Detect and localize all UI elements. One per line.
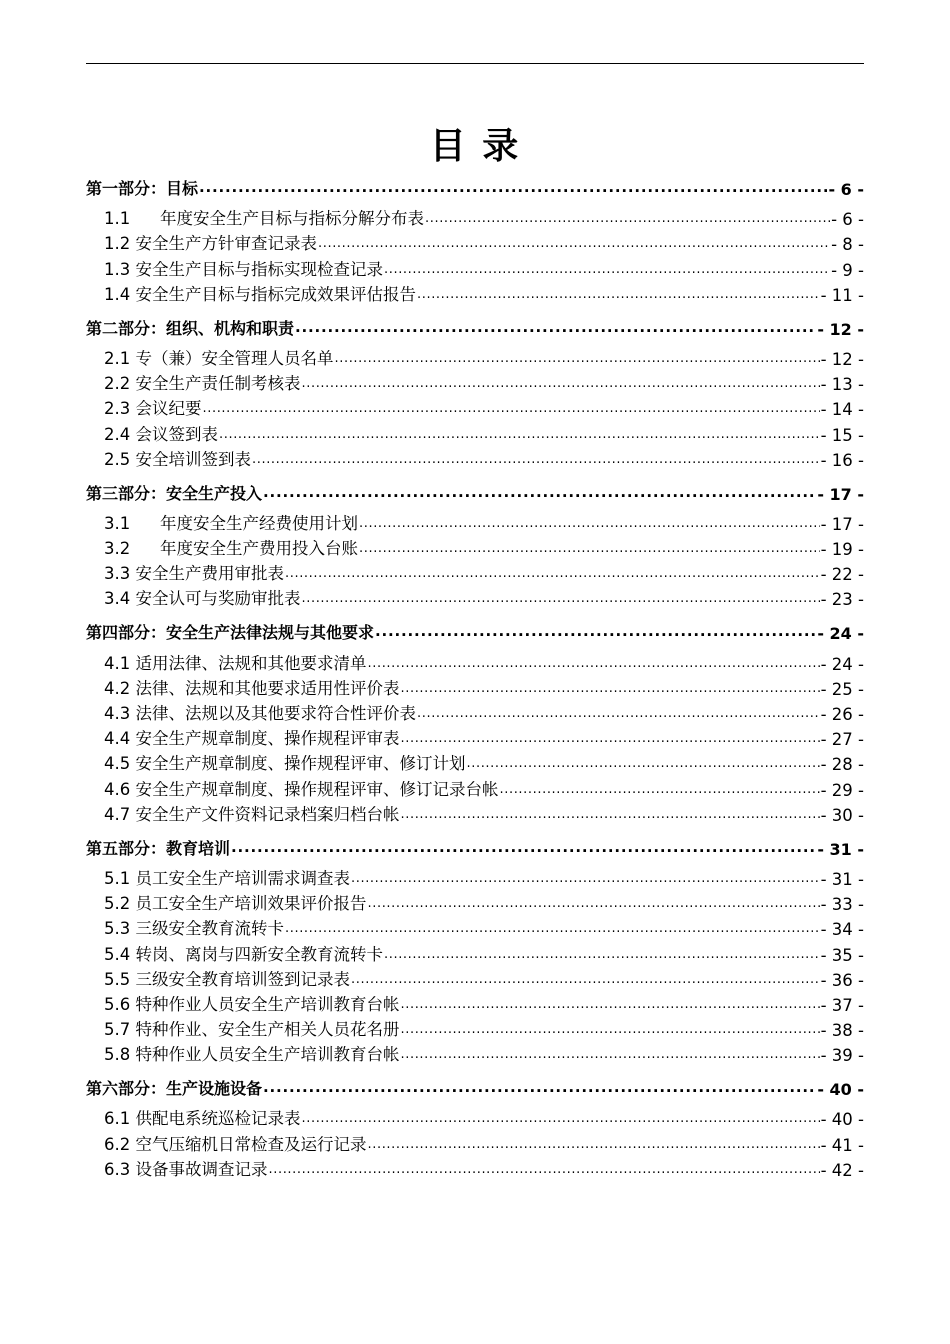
- dot-leader: [368, 657, 820, 670]
- toc-entry[interactable]: [104, 889, 864, 914]
- dot-leader: [295, 320, 816, 335]
- entry-label: [104, 675, 400, 699]
- toc-section: [86, 476, 864, 610]
- entry-page-number: - 42 -: [820, 1160, 864, 1180]
- entry-number: 1.3: [104, 259, 131, 279]
- dot-leader: [401, 808, 820, 821]
- toc-entry[interactable]: [104, 280, 864, 305]
- section-page-number: - 24 -: [817, 624, 864, 644]
- dot-leader: [401, 682, 820, 695]
- entry-title: 会议纪要: [135, 399, 202, 419]
- entry-label: [104, 585, 301, 609]
- toc-entry[interactable]: [104, 749, 864, 774]
- entry-number: 5.8: [104, 1045, 131, 1065]
- dot-leader: [285, 922, 820, 935]
- entry-title: 安全生产责任制考核表: [135, 374, 301, 394]
- dot-leader: [285, 567, 820, 580]
- entry-title: 专（兼）安全管理人员名单: [135, 348, 334, 368]
- entry-label: [104, 230, 317, 254]
- entry-number: 1.2: [104, 234, 131, 254]
- dot-leader: [401, 732, 820, 745]
- dot-leader: [263, 1080, 816, 1095]
- entry-number: 6.3: [104, 1159, 131, 1179]
- toc-item-list: [86, 648, 864, 824]
- entry-number: 5.1: [104, 868, 131, 888]
- entry-title: 安全认可与奖励审批表: [135, 589, 301, 609]
- toc-entry[interactable]: [104, 724, 864, 749]
- entry-title: 安全生产文件资料记录档案归档台帐: [135, 804, 400, 824]
- entry-label: [104, 890, 367, 914]
- entry-page-number: - 24 -: [820, 654, 864, 674]
- dot-leader: [401, 1023, 820, 1036]
- toc-entry[interactable]: [104, 965, 864, 990]
- toc-item-list: [86, 864, 864, 1066]
- entry-page-number: - 6 -: [831, 210, 864, 230]
- entry-page-number: - 16 -: [820, 450, 864, 470]
- entry-number: 4.2: [104, 678, 131, 698]
- toc-entry[interactable]: [104, 800, 864, 825]
- entry-title: 设备事故调查记录: [135, 1159, 268, 1179]
- entry-page-number: - 41 -: [820, 1135, 864, 1155]
- section-label: 第三部分：安全生产投入: [86, 483, 263, 503]
- header-rule: [86, 63, 864, 64]
- entry-label: [104, 650, 367, 674]
- dot-leader: [219, 428, 820, 441]
- toc-entry[interactable]: [104, 229, 864, 254]
- entry-page-number: - 11 -: [820, 285, 864, 305]
- toc-section-heading[interactable]: [86, 831, 864, 859]
- entry-label: [104, 865, 350, 889]
- entry-label: [104, 1041, 400, 1065]
- toc-entry[interactable]: [104, 1129, 864, 1154]
- toc-entry[interactable]: [104, 1015, 864, 1040]
- entry-label: [104, 776, 499, 800]
- section-label: 第一部分：目标: [86, 179, 199, 198]
- dot-leader: [263, 485, 816, 500]
- entry-number: 2.4: [104, 424, 131, 444]
- dot-leader: [351, 973, 820, 986]
- entry-number: 2.5: [104, 449, 131, 469]
- entry-title: 特种作业人员安全生产培训教育台帐: [135, 1045, 400, 1065]
- section-label: 第五部分：教育培训: [86, 838, 231, 858]
- entry-label: [104, 1156, 268, 1180]
- toc-section-heading[interactable]: [86, 311, 864, 339]
- entry-page-number: - 26 -: [820, 705, 864, 724]
- entry-page-number: - 8 -: [831, 235, 864, 255]
- entry-number: 1.1: [104, 209, 131, 229]
- entry-title: 安全生产目标与指标完成效果评估报告: [135, 284, 416, 304]
- entry-title: 转岗、离岗与四新安全教育流转卡: [135, 944, 383, 964]
- entry-title: 三级安全教育流转卡: [135, 919, 284, 939]
- dot-leader: [500, 783, 820, 796]
- toc-entry[interactable]: [104, 1104, 864, 1129]
- entry-number: 2.3: [104, 399, 131, 419]
- entry-title: 会议签到表: [135, 424, 218, 444]
- entry-page-number: - 29 -: [820, 780, 864, 800]
- dot-leader: [318, 237, 830, 250]
- dot-leader: [302, 1112, 820, 1125]
- toc-entry[interactable]: [104, 534, 864, 559]
- entry-number: 2.1: [104, 348, 131, 368]
- toc-entry[interactable]: [104, 584, 864, 609]
- section-page-number: - 40 -: [817, 1080, 864, 1100]
- entry-title: 三级安全教育培训签到记录表: [135, 969, 350, 989]
- toc-entry[interactable]: [104, 648, 864, 673]
- entry-label: [104, 205, 424, 229]
- entry-page-number: - 39 -: [820, 1046, 864, 1066]
- toc-entry[interactable]: [104, 914, 864, 939]
- toc-section-heading[interactable]: [86, 476, 864, 504]
- dot-leader: [384, 263, 830, 276]
- entry-page-number: - 25 -: [820, 679, 864, 699]
- entry-number: 4.3: [104, 704, 131, 723]
- toc-section: [86, 831, 864, 1066]
- section-page-number: - 6 -: [828, 180, 864, 199]
- toc-section: [86, 311, 864, 470]
- entry-page-number: - 27 -: [820, 730, 864, 750]
- toc-entry[interactable]: [104, 559, 864, 584]
- entry-title: 安全生产目标与指标实现检查记录: [135, 259, 383, 279]
- dot-leader: [425, 212, 830, 225]
- section-page-number: - 12 -: [817, 319, 864, 339]
- dot-leader: [467, 757, 820, 770]
- entry-page-number: - 22 -: [820, 565, 864, 585]
- dot-leader: [302, 592, 820, 605]
- entry-page-number: - 9 -: [831, 260, 864, 280]
- section-label: 第六部分：生产设施设备: [86, 1079, 263, 1099]
- dot-leader: [384, 948, 820, 961]
- entry-number: 4.5: [104, 754, 131, 774]
- entry-number: 5.3: [104, 919, 131, 939]
- dot-leader: [401, 998, 820, 1011]
- section-page-number: - 17 -: [817, 484, 864, 504]
- toc-section: [86, 1071, 864, 1180]
- dot-leader: [401, 1048, 820, 1061]
- toc-section-heading[interactable]: [86, 615, 864, 643]
- entry-page-number: - 28 -: [820, 755, 864, 775]
- entry-number: 3.2: [104, 539, 131, 559]
- entry-number: 5.4: [104, 944, 131, 964]
- entry-number: 5.5: [104, 969, 131, 989]
- toc-entry[interactable]: [104, 699, 864, 724]
- entry-title: 法律、法规以及其他要求符合性评价表: [135, 704, 416, 723]
- toc-section-heading[interactable]: [86, 1071, 864, 1099]
- entry-page-number: - 40 -: [820, 1110, 864, 1130]
- entry-page-number: - 36 -: [820, 970, 864, 990]
- toc-entry[interactable]: [104, 344, 864, 369]
- entry-title: 员工安全生产培训效果评价报告: [135, 894, 367, 914]
- toc-entry[interactable]: [104, 204, 864, 229]
- entry-title: 安全生产规章制度、操作规程评审表: [135, 729, 400, 749]
- entry-number: 1.4: [104, 284, 131, 304]
- entry-number: 3.1: [104, 513, 131, 533]
- entry-number: 5.6: [104, 994, 131, 1014]
- entry-title: 法律、法规和其他要求适用性评价表: [135, 678, 400, 698]
- entry-page-number: - 38 -: [820, 1021, 864, 1041]
- entry-title: 空气压缩机日常检查及运行记录: [135, 1134, 367, 1154]
- entry-title: 安全生产费用审批表: [135, 564, 284, 584]
- entry-page-number: - 14 -: [820, 400, 864, 420]
- entry-title: 年度安全生产目标与指标分解分布表: [160, 209, 424, 229]
- toc-entry[interactable]: [104, 939, 864, 964]
- entry-title: 年度安全生产费用投入台账: [160, 539, 358, 559]
- entry-label: [104, 700, 416, 724]
- dot-leader: [269, 1163, 820, 1176]
- toc-entry[interactable]: [104, 394, 864, 419]
- page-title: 目 录: [429, 126, 521, 167]
- entry-label: [104, 750, 466, 774]
- entry-label: [104, 345, 334, 369]
- entry-page-number: - 19 -: [820, 540, 864, 560]
- toc-entry[interactable]: [104, 774, 864, 799]
- dot-leader: [359, 517, 820, 530]
- entry-page-number: - 30 -: [820, 805, 864, 825]
- toc-item-list: [86, 1104, 864, 1180]
- section-page-number: - 31 -: [817, 839, 864, 859]
- entry-label: [104, 941, 383, 965]
- entry-title: 年度安全生产经费使用计划: [160, 513, 358, 533]
- dot-leader: [203, 402, 820, 415]
- toc-entry[interactable]: [104, 674, 864, 699]
- entry-number: 2.2: [104, 374, 131, 394]
- entry-title: 适用法律、法规和其他要求清单: [135, 653, 367, 673]
- dot-leader: [252, 453, 820, 466]
- table-of-contents: [86, 171, 864, 1186]
- entry-label: [104, 1131, 367, 1155]
- entry-page-number: - 15 -: [820, 425, 864, 445]
- section-label: 第二部分：组织、机构和职责: [86, 318, 295, 338]
- entry-label: [104, 801, 400, 825]
- entry-label: [104, 560, 284, 584]
- entry-label: [104, 395, 202, 419]
- toc-entry[interactable]: [104, 369, 864, 394]
- entry-label: [104, 446, 251, 470]
- entry-label: [104, 370, 301, 394]
- toc-item-list: [86, 344, 864, 470]
- entry-label: [104, 281, 416, 305]
- entry-page-number: - 17 -: [820, 514, 864, 534]
- dot-leader: [417, 707, 820, 720]
- toc-entry[interactable]: [104, 445, 864, 470]
- entry-page-number: - 37 -: [820, 995, 864, 1015]
- entry-number: 3.4: [104, 589, 131, 609]
- toc-entry[interactable]: [104, 1040, 864, 1065]
- entry-title: 安全生产规章制度、操作规程评审、修订计划: [135, 754, 466, 774]
- entry-page-number: - 31 -: [820, 869, 864, 889]
- entry-title: 安全生产规章制度、操作规程评审、修订记录台帐: [135, 779, 499, 799]
- dot-leader: [302, 377, 820, 390]
- entry-label: [104, 510, 358, 534]
- entry-number: 3.3: [104, 564, 131, 584]
- entry-title: 安全培训签到表: [135, 449, 251, 469]
- toc-section: [86, 615, 864, 824]
- toc-section: [86, 171, 864, 305]
- toc-entry[interactable]: [104, 1155, 864, 1180]
- entry-number: 4.1: [104, 653, 131, 673]
- toc-item-list: [86, 204, 864, 305]
- entry-label: [104, 725, 400, 749]
- dot-leader: [368, 897, 820, 910]
- toc-entry[interactable]: [104, 419, 864, 444]
- entry-page-number: - 35 -: [820, 945, 864, 965]
- entry-label: [104, 421, 218, 445]
- dot-leader: [417, 288, 820, 301]
- entry-number: 6.2: [104, 1134, 131, 1154]
- entry-number: 4.6: [104, 779, 131, 799]
- entry-label: [104, 256, 383, 280]
- entry-label: [104, 1105, 301, 1129]
- entry-label: [104, 966, 350, 990]
- entry-number: 5.7: [104, 1020, 131, 1040]
- entry-label: [104, 535, 358, 559]
- entry-number: 6.1: [104, 1109, 131, 1129]
- entry-title: 特种作业人员安全生产培训教育台帐: [135, 994, 400, 1014]
- entry-number: 5.2: [104, 894, 131, 914]
- toc-entry[interactable]: [104, 990, 864, 1015]
- entry-page-number: - 34 -: [820, 920, 864, 940]
- section-label: 第四部分：安全生产法律法规与其他要求: [86, 623, 375, 643]
- entry-number: 4.4: [104, 729, 131, 749]
- dot-leader: [368, 1138, 820, 1151]
- dot-leader: [231, 840, 816, 855]
- entry-title: 供配电系统巡检记录表: [135, 1109, 301, 1129]
- entry-label: [104, 915, 284, 939]
- entry-title: 安全生产方针审查记录表: [135, 234, 317, 254]
- toc-entry[interactable]: [104, 864, 864, 889]
- entry-page-number: - 12 -: [820, 349, 864, 369]
- entry-title: 特种作业、安全生产相关人员花名册: [135, 1020, 400, 1040]
- entry-number: 4.7: [104, 804, 131, 824]
- toc-entry[interactable]: [104, 254, 864, 279]
- dot-leader: [359, 542, 820, 555]
- entry-page-number: - 33 -: [820, 895, 864, 915]
- dot-leader: [335, 352, 820, 365]
- entry-label: [104, 1016, 400, 1040]
- toc-section-heading[interactable]: [86, 171, 864, 199]
- toc-item-list: [86, 509, 864, 610]
- entry-page-number: - 13 -: [820, 375, 864, 395]
- toc-entry[interactable]: [104, 509, 864, 534]
- dot-leader: [375, 624, 816, 639]
- dot-leader: [199, 180, 827, 195]
- entry-label: [104, 991, 400, 1015]
- entry-page-number: - 23 -: [820, 590, 864, 610]
- entry-title: 员工安全生产培训需求调查表: [135, 868, 350, 888]
- dot-leader: [351, 872, 820, 885]
